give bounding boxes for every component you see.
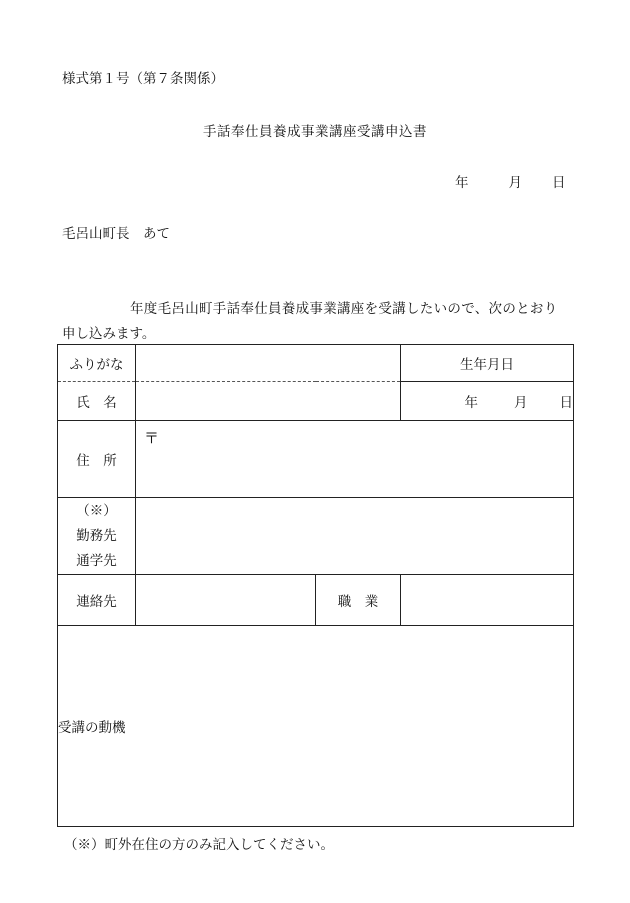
- workplace-label-line1: 勤務先: [76, 527, 117, 544]
- outside-resident-note-mark: （※）: [76, 502, 117, 519]
- address-label: 住 所: [58, 421, 136, 498]
- postal-mark: 〒: [144, 429, 160, 447]
- intro-text-line1: 年度毛呂山町手話奉仕員養成事業講座を受講したいので、次のとおり: [130, 301, 558, 317]
- contact-field[interactable]: [136, 575, 316, 626]
- name-label: 氏 名: [58, 382, 136, 421]
- birthdate-label: 生年月日: [401, 345, 574, 382]
- date-year: 年: [455, 175, 469, 191]
- workplace-label-line2: 通学先: [76, 552, 117, 569]
- workplace-field[interactable]: [136, 498, 574, 575]
- date-day: 日: [552, 175, 566, 191]
- birth-year: 年: [464, 395, 478, 411]
- intro-text-line2: 申し込みます。: [62, 326, 156, 342]
- address-field[interactable]: [136, 421, 574, 498]
- date-month: 月: [508, 175, 522, 191]
- footnote: （※）町外在住の方のみ記入してください。: [64, 837, 334, 853]
- birth-month: 月: [514, 395, 528, 411]
- workplace-label: [58, 498, 136, 575]
- contact-label: 連絡先: [58, 575, 136, 626]
- submission-date: [455, 171, 566, 191]
- birthdate-field[interactable]: [401, 382, 574, 421]
- form-number: 様式第１号（第７条関係）: [62, 71, 224, 87]
- furigana-label: ふりがな: [58, 345, 136, 382]
- motive-label: 受講の動機: [58, 720, 126, 736]
- application-form-table: [57, 344, 574, 827]
- furigana-field[interactable]: [136, 345, 401, 382]
- occupation-field[interactable]: [401, 575, 574, 626]
- birth-day: 日: [559, 395, 573, 411]
- name-field[interactable]: [136, 382, 401, 421]
- document-title: 手話奉仕員養成事業講座受講申込書: [203, 124, 427, 140]
- occupation-label: 職 業: [316, 575, 401, 626]
- motive-field[interactable]: [58, 626, 574, 827]
- addressee: 毛呂山町長 あて: [62, 226, 170, 242]
